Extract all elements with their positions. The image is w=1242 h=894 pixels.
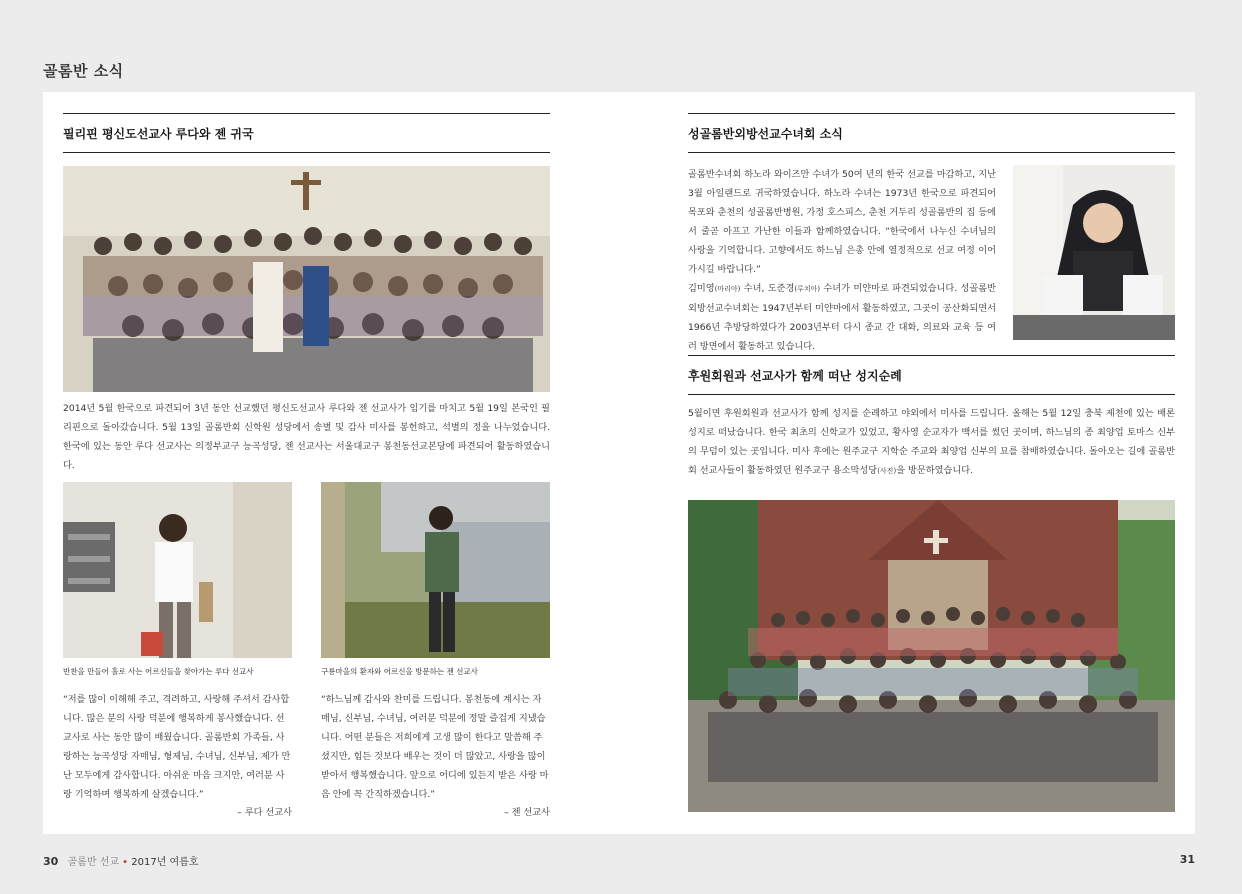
ruda-caption: 반찬을 만들어 홀로 사는 어르신들을 찾아가는 루다 선교사: [63, 667, 254, 676]
jen-photo-illustration: [321, 482, 550, 658]
sisters-note-2: (루치아): [794, 285, 821, 293]
pilgrimage-body: [688, 404, 1175, 481]
right-column: [688, 92, 1175, 481]
jen-quote-author: – 젠 선교사: [504, 807, 550, 818]
pilgrimage-body-pre: 5월이면 후원회원과 선교사가 함께 성지를 순례하고 야외에서 미사를 드립니다. 올해는 5월 12일 충북 제천에 있는 배론성지로 떠났습니다. 한국 최초의 신학교가 있었고, 황사영 순교자가 백서를 썼던 곳이며, 하느님의 종 최양업 토마스 신부의 무덤이 있는 곳입니다. 미사 후에는 원주교구 지학순 주교와 최양업 신부의 묘를 참배하였습니다. 돌아오는 길에 골롬반회 선교사들이 활동하였던 원주교구 용소막성당: [688, 408, 1175, 476]
page-number-right: 31: [1179, 853, 1195, 866]
sisters-text: [688, 165, 996, 356]
jen-quote: “하느님께 감사와 찬미를 드립니다. 봉천동에 계시는 자매님, 신부님, 수녀님, 여러분 덕분에 정말 즐겁게 지냈습니다. 어떤 분들은 저희에게 고생 많이 한다고 말씀해 주셨지만, 힘든 것보다 배우는 것이 더 많았고, 사랑을 많이 받아서 행복했습니다. 앞으로 어디에 있든지 받은 사랑 마음 안에 꼭 간직하겠습니다.”: [321, 694, 549, 800]
article-title-sisters: 성골롬반외방선교수녀회 소식: [688, 114, 1175, 153]
page-number-left: 30: [43, 855, 59, 868]
jen-caption: 구룡마을의 환자와 어르신을 방문하는 젠 선교사: [321, 667, 478, 676]
sisters-note-1: (마리아): [714, 285, 741, 293]
group-photo: [63, 166, 550, 392]
photo-ruda-block: [63, 482, 292, 818]
sister-photo-illustration: [1013, 165, 1175, 340]
pilgrimage-photo-illustration: [688, 500, 1175, 812]
sisters-body-2-pre: 김미영: [688, 283, 715, 294]
sisters-body-2: [688, 279, 996, 356]
sisters-body-1: 골롬반수녀회 하노라 와이즈만 수녀가 50여 년의 한국 선교를 마감하고, 지난 3월 아일랜드로 귀국하였습니다. 하노라 수녀는 1973년 한국으로 파견되어 목포와 춘천의 성골롬반병원, 가정 호스피스, 춘천 거두리 성골롬반의 집 등에서 줄곧 아프고 가난한 이들과 함께하였습니다. “한국에서 나누신 수녀님의 사랑을 기억합니다. 고향에서도 하느님 은총 안에 열정적으로 선교 여정 이어 가시길 바랍니다.”: [688, 169, 996, 275]
section-label: 골롬반 소식: [43, 62, 124, 80]
ruda-photo-illustration: [63, 482, 292, 658]
issue-label: 2017년 여름호: [131, 857, 199, 868]
footer-dot: •: [122, 857, 129, 868]
sisters-body-2-mid: 수녀, 도준경: [740, 283, 795, 294]
article-title: 필리핀 평신도선교사 루다와 젠 귀국: [63, 114, 550, 153]
ruda-quote-author: – 루다 선교사: [237, 807, 292, 818]
article-body: 2014년 5월 한국으로 파견되어 3년 동안 선교했던 평신도선교사 루다와 젠 선교사가 임기를 마치고 5월 19일 본국인 필리핀으로 돌아갔습니다. 5월 13일 골롬반회 신학원 성당에서 송별 및 감사 미사를 봉헌하고, 석별의 정을 나누었습니다. 한국에 있는 동안 루다 선교사는 의정부교구 능곡성당, 젠 선교사는 서울대교구 봉천동선교본당에 파견되어 활동하였습니다.: [63, 403, 550, 471]
sisters-body-2-post: 수녀가 미얀마로 파견되었습니다. 성골롬반외방선교수녀회는 1947년부터 미얀마에서 활동하였고, 그곳이 공산화되면서 1966년 추방당하였다가 2003년부터 다시 종교 간 대화, 의료와 교육 등 여러 방면에서 활동하고 있습니다.: [688, 283, 997, 352]
left-column: [63, 92, 550, 818]
jen-photo: [321, 482, 550, 658]
article-title-pilgrimage: 후원회원과 선교사가 함께 떠난 성지순례: [688, 356, 1175, 395]
sister-photo: [1013, 165, 1175, 340]
sisters-block: [688, 165, 1175, 352]
pilgrimage-photo: [688, 500, 1175, 812]
ruda-photo: [63, 482, 292, 658]
pilgrimage-body-post: 을 방문하였습니다.: [896, 465, 974, 476]
photo-jen-block: [321, 482, 550, 818]
ruda-quote: “저를 많이 이해해 주고, 격려하고, 사랑해 주셔서 감사합니다. 많은 분의 사랑 덕분에 행복하게 봉사했습니다. 선교사로 사는 동안 많이 배웠습니다. 골롬반회 가족들, 사랑하는 능곡성당 자매님, 형제님, 수녀님, 신부님, 제가 만난 모두에게 감사합니다. 아쉬운 마음 크지만, 여러분 사랑 기억하며 행복하게 살겠습니다.”: [63, 694, 291, 800]
group-photo-illustration: [63, 166, 550, 392]
footer-left: [43, 853, 199, 868]
pilgrimage-note: (사진): [877, 467, 897, 475]
magazine-name: 골롬반 선교: [67, 857, 119, 868]
page-card: [43, 92, 1195, 834]
